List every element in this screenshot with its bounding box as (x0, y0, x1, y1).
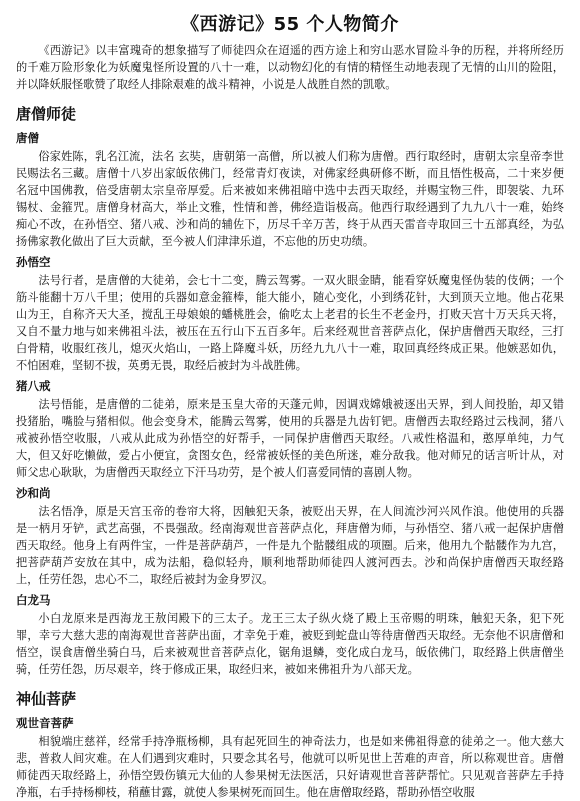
character-description: 小白龙原来是西海龙王敖闰殿下的三太子。龙王三太子纵火烧了殿上玉帝赐的明珠，触犯天条，犯下死罪，幸亏大慈大悲的南海观世音菩萨出面，才幸免于难，被贬到蛇盘山等待唐僧西天取经。无奈他不识唐僧和悟空，误食唐僧坐骑白马，后来被观世音菩萨点化，锯角退鳞，变化成白龙马，皈依佛门，取经路上供唐僧坐骑，任劳任怨，历尽艰辛，终于修成正果，取经归来，被如来佛祖升为八部天龙。 (16, 612, 564, 676)
character-description: 俗家姓陈，乳名江流，法名 玄奘，唐朝第一高僧，所以被人们称为唐僧。西行取经时，唐朝太宗皇帝李世民赐法名三藏。唐僧十八岁出家皈依佛门，经常青灯夜读，对佛家经典研修不断，而且悟性极高，二十来岁便名冠中国佛教，倍受唐朝太宗皇帝厚爱。后来被如来佛祖暗中选中去西天取经，并赐宝物三件，即袈裟、九环锡杖、金箍咒。唐僧身材高大，举止文雅，性情和善，佛经造诣极高。他西行取经遇到了九九八十一难，始终痴心不改，在孙悟空、猪八戒、沙和尚的辅佐下，历尽千辛万苦，终于从西天雷音寺取回三十五部真经，为弘扬佛家教化做出了巨大贡献，至今被人们津津乐道，不忘他的历史功绩。 (16, 150, 564, 248)
character-description: 法号悟能，是唐僧的二徒弟，原来是玉皇大帝的天蓬元帅，因调戏嫦娥被逐出天界，到人间投胎，却又错投猪胎，嘴脸与猪相似。他会变身术，能腾云驾雾，使用的兵器是九齿钉钯。唐僧西去取经路过云栈洞，猪八戒被孙悟空收服，八戒从此成为孙悟空的好帮手，一同保护唐僧西天取经。八戒性格温和，憨厚单纯，力气大，但又好吃懒做，爱占小便宜，贪图女色，经常被妖怪的美色所迷，难分敌我。他对师兄的话言听计从，对师父忠心耿耿，为唐僧西天取经立下汗马功劳，是个被人们喜爱同情的喜剧人物。 (16, 398, 564, 479)
character-description: 法名悟净，原是天宫玉帝的卷帘大将，因触犯天条，被贬出天界，在人间流沙河兴风作浪。他使用的兵器是一柄月牙铲，武艺高强，不畏强敌。经南海观世音菩萨点化，拜唐僧为师，与孙悟空、猪八戒一起保护唐僧西天取经。他身上有两件宝，一件是菩萨葫芦，一件是九个骷髅组成的项圈。后来，他用九个骷髅作为九宫，把菩萨葫芦安放在其中，成为法船，稳似轻舟，顺利地帮助师徒四人渡河西去。沙和尚保护唐僧西天取经路上，任劳任怨，忠心不二，取经后被封为金身罗汉。 (16, 505, 564, 586)
character-name: 猪八戒 (16, 379, 51, 393)
character-name: 观世音菩萨 (16, 716, 74, 730)
character-description: 相貌端庄慈祥，经常手持净瓶杨柳，具有起死回生的神奇法力，也是如来佛祖得意的徒弟之一。他大慈大悲，普救人间灾难。在人们遇到灾难时，只要念其名号，他就可以听见世上苦难的声音，所以称观世音。唐僧师徒西天取经路上，孙悟空毁伤镇元大仙的人参果树无法医活，只好请观世音菩萨帮忙。只见观音菩萨左手持净瓶，右手持杨柳枝，稍蘸甘露，就使人参果树死而回生。他在唐僧取经路，帮助孙悟空收服 (16, 735, 564, 799)
character-description: 法号行者，是唐僧的大徒弟，会七十二变，腾云驾雾。一双火眼金睛，能看穿妖魔鬼怪伪装的伎俩；一个筋斗能翻十万八千里；使用的兵器如意金箍棒，能大能小，随心变化，小到绣花针，大到顶天立地。他占花果山为王，自称齐天大圣，搅乱王母娘娘的蟠桃胜会，偷吃太上老君的长生不老金丹，打败天宫十万天兵天将，又自不量力地与如来佛祖斗法，被压在五行山下五百多年。后来经观世音菩萨点化，保护唐僧西天取经，三打白骨精，收服红孩儿，熄灭火焰山，一路上降魔斗妖，历经九九八十一难，取回真经终成正果。他嫉恶如仇，不怕困难，坚韧不拔，英勇无畏，取经后被封为斗战胜佛。 (16, 274, 564, 372)
character-name: 唐僧 (16, 131, 39, 145)
section-heading: 唐僧师徒 (16, 105, 77, 123)
document-title: 《西游记》55 个人物简介 (181, 14, 399, 35)
character-name: 孙悟空 (16, 255, 51, 269)
character-name: 沙和尚 (16, 486, 51, 500)
character-name: 白龙马 (16, 593, 51, 607)
intro-paragraph: 《西游记》以丰富瑰奇的想象描写了师徒四众在迢遥的西方途上和穷山恶水冒险斗争的历程，并将所经历的千难万险形象化为妖魔鬼怪所设置的八十一难，以动物幻化的有情的精怪生动地表现了无情的山川的险阻，并以降妖服怪歌赞了取经人排除艰难的战斗精神，小说是人战胜自然的凯歌。 (16, 44, 564, 91)
section-heading: 神仙菩萨 (16, 690, 77, 708)
